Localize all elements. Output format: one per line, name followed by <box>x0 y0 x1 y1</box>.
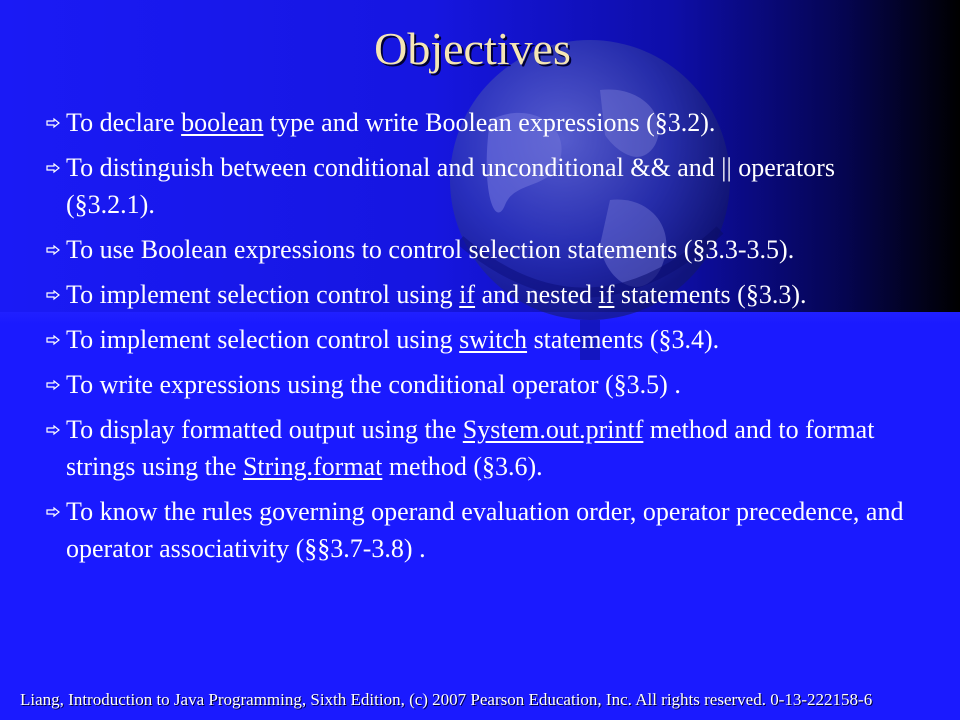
pointing-hand-icon <box>46 378 60 392</box>
objectives-list <box>46 104 926 575</box>
bullet-text: To use Boolean expressions to control selection statements (§3.3-3.5). <box>66 235 795 264</box>
pointing-hand-icon <box>46 288 60 302</box>
bullet-text: To implement selection control using switch statements (§3.4). <box>66 325 720 354</box>
bullet-item <box>46 493 926 567</box>
pointing-hand-icon <box>46 423 60 437</box>
pointing-hand-icon <box>46 505 60 519</box>
slide-title: Objectives <box>374 23 571 74</box>
bullet-item <box>46 231 926 268</box>
pointing-hand-icon <box>46 116 60 130</box>
bullet-item <box>46 321 926 358</box>
pointing-hand-icon <box>46 333 60 347</box>
bullet-text: To know the rules governing operand evaluation order, operator precedence, and operator associativity (§§3.7-3.8) . <box>66 497 904 563</box>
pointing-hand-icon <box>46 161 60 175</box>
bullet-item <box>46 104 926 141</box>
slide-footer: Liang, Introduction to Java Programming, Sixth Edition, (c) 2007 Pearson Education, Inc. All rights reserved. 0-13-222158-6 <box>20 690 873 709</box>
bullet-text: To write expressions using the conditional operator (§3.5) . <box>66 370 681 399</box>
bullet-item <box>46 149 926 223</box>
bullet-text: To implement selection control using if and nested if statements (§3.3). <box>66 280 807 309</box>
bullet-text: To declare boolean type and write Boolean expressions (§3.2). <box>66 108 716 137</box>
bullet-item <box>46 276 926 313</box>
bullet-text: To display formatted output using the System.out.printf method and to format strings using the String.format method (§3.6). <box>66 415 875 481</box>
bullet-item <box>46 366 926 403</box>
bullet-item <box>46 411 926 485</box>
bullet-text: To distinguish between conditional and unconditional && and || operators (§3.2.1). <box>66 153 835 219</box>
pointing-hand-icon <box>46 243 60 257</box>
